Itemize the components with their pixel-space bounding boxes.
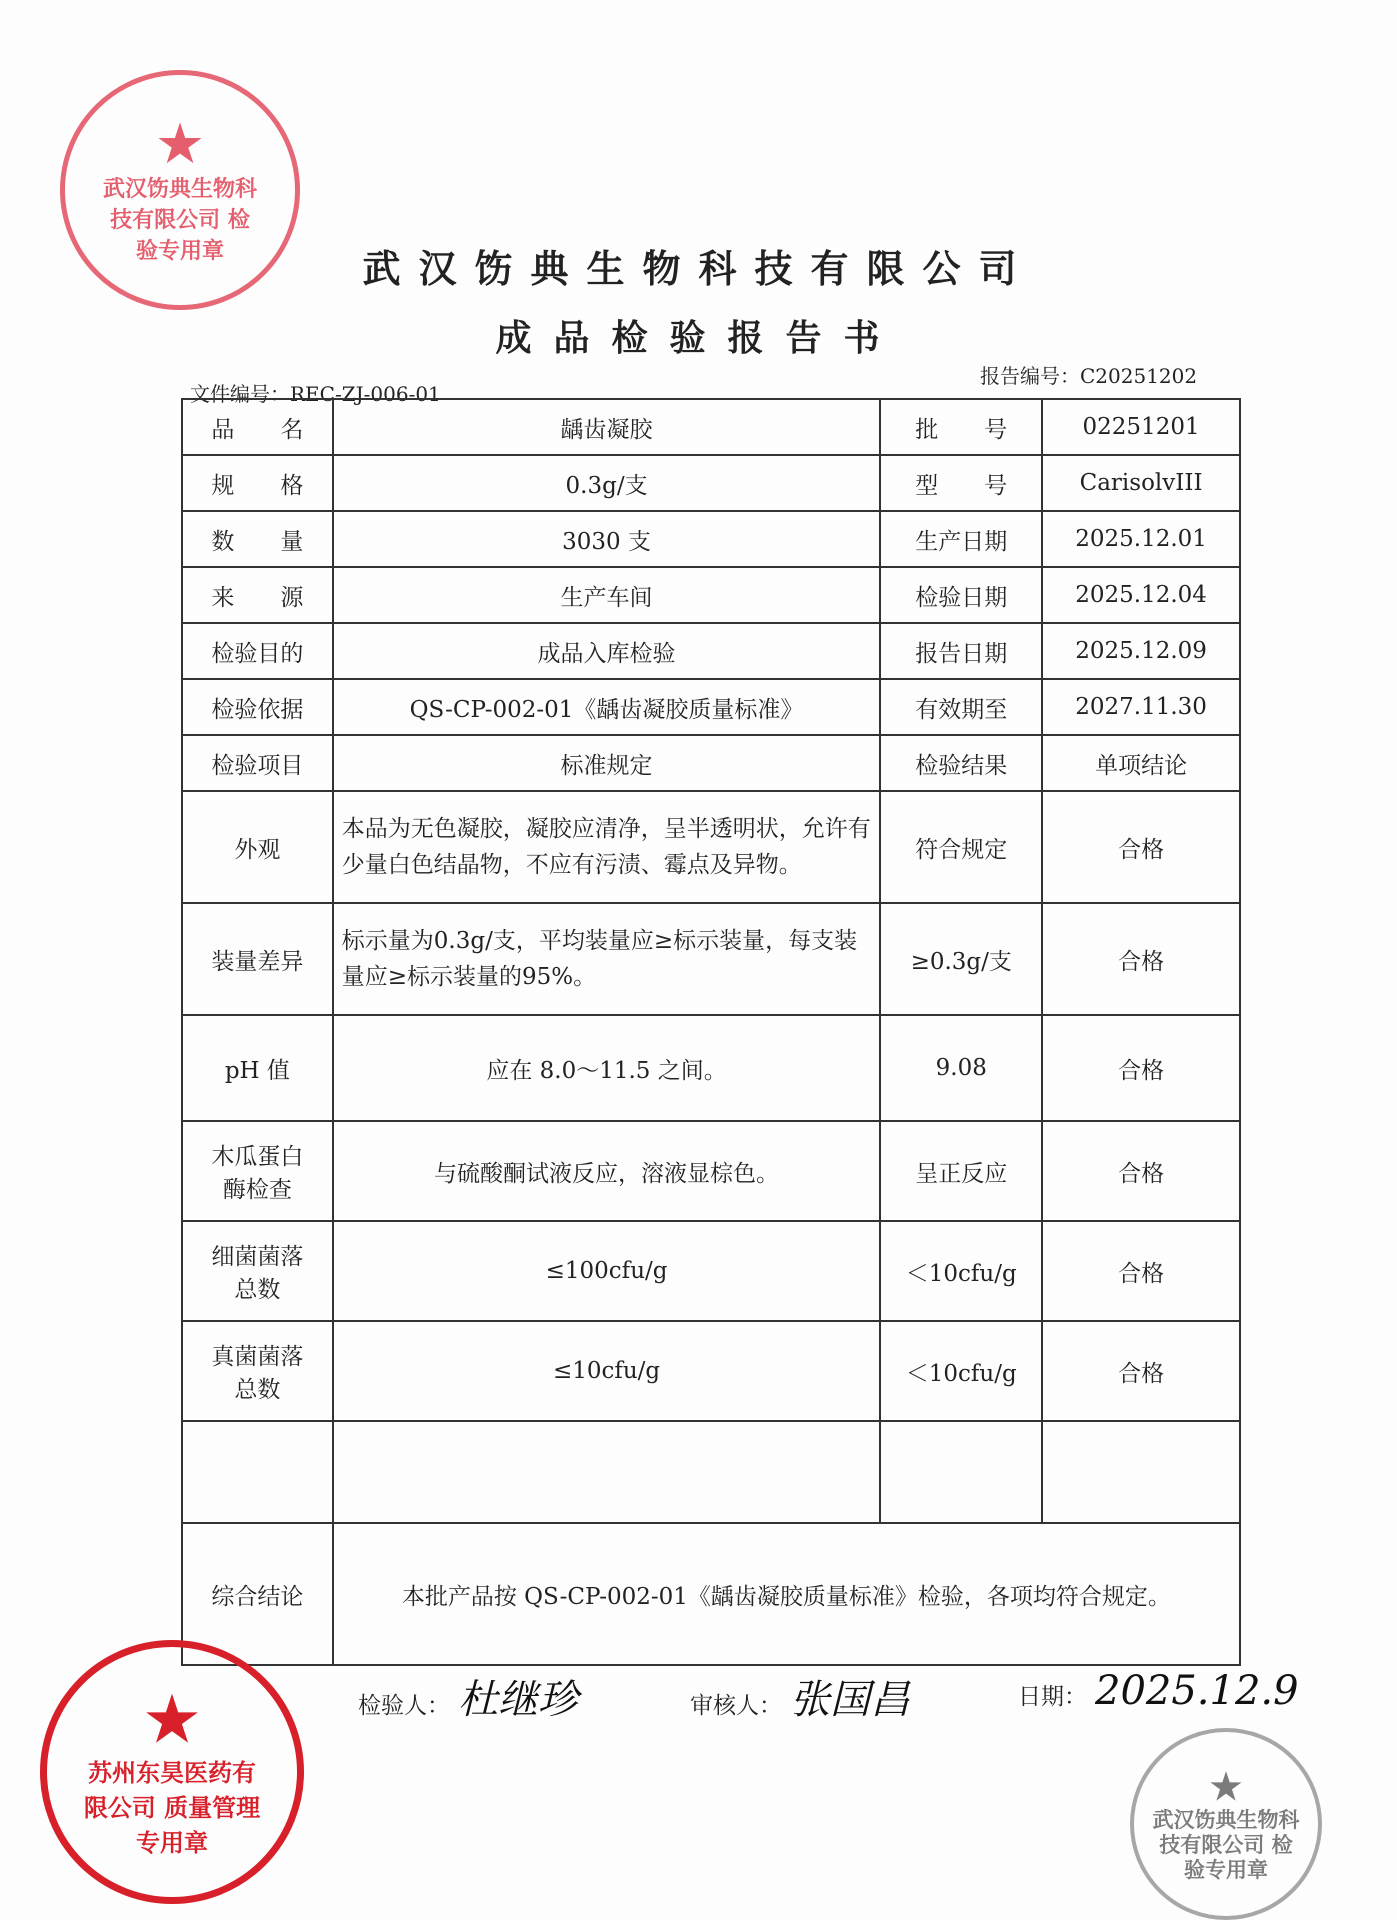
item-verdict: 合格 xyxy=(1042,1321,1240,1421)
table-row xyxy=(182,1321,1240,1421)
field-label: 检验依据 xyxy=(182,679,333,735)
date-handwriting: 2025.12.9 xyxy=(1095,1668,1299,1714)
items-header-row xyxy=(182,735,1240,791)
field-label: 有效期至 xyxy=(880,679,1042,735)
empty-cell xyxy=(333,1421,881,1523)
stamp-text: 武汉饬典生物科技有限公司 检验专用章 xyxy=(1152,1806,1300,1882)
reviewer-signature xyxy=(690,1668,910,1725)
conclusion-text: 本批产品按 QS-CP-002-01《龋齿凝胶质量标准》检验，各项均符合规定。 xyxy=(333,1523,1240,1665)
table-row xyxy=(182,791,1240,903)
item-name: 外观 xyxy=(182,791,333,903)
column-header: 检验结果 xyxy=(880,735,1042,791)
star-icon: ★ xyxy=(145,1684,199,1755)
conclusion-label: 综合结论 xyxy=(182,1523,333,1665)
report-table xyxy=(181,398,1241,1666)
column-header: 标准规定 xyxy=(333,735,881,791)
table-row xyxy=(182,1015,1240,1121)
field-label: 检验日期 xyxy=(880,567,1042,623)
item-verdict: 合格 xyxy=(1042,903,1240,1015)
company-name: 武汉饬典生物科技有限公司 xyxy=(362,247,1035,291)
field-value: 0.3g/支 xyxy=(333,455,881,511)
item-standard: 本品为无色凝胶，凝胶应清净，呈半透明状，允许有少量白色结晶物，不应有污渍、霉点及异物。 xyxy=(333,791,881,903)
field-label: 规 格 xyxy=(182,455,333,511)
info-row xyxy=(182,455,1240,511)
item-result: 9.08 xyxy=(880,1015,1042,1121)
field-value: 生产车间 xyxy=(333,567,881,623)
field-label: 生产日期 xyxy=(880,511,1042,567)
info-row xyxy=(182,679,1240,735)
reviewer-label: 审核人： xyxy=(690,1693,782,1719)
item-standard: 与硫酸酮试液反应，溶液显棕色。 xyxy=(333,1121,881,1221)
document-number: 文件编号：REC-ZJ-006-01 xyxy=(190,382,441,406)
item-verdict: 合格 xyxy=(1042,1121,1240,1221)
field-value: 龋齿凝胶 xyxy=(333,399,881,455)
table-row xyxy=(182,1121,1240,1221)
field-label: 品 名 xyxy=(182,399,333,455)
item-name: 装量差异 xyxy=(182,903,333,1015)
inspector-label: 检验人： xyxy=(358,1693,450,1719)
item-result: 符合规定 xyxy=(880,791,1042,903)
report-number: 报告编号：C20251202 xyxy=(980,364,1198,388)
table-row xyxy=(182,903,1240,1015)
report-title: 成品检验报告书 xyxy=(495,318,902,359)
field-label: 检验目的 xyxy=(182,623,333,679)
item-verdict: 合格 xyxy=(1042,1015,1240,1121)
table-row xyxy=(182,1221,1240,1321)
item-verdict: 合格 xyxy=(1042,791,1240,903)
empty-cell xyxy=(1042,1421,1240,1523)
empty-row xyxy=(182,1421,1240,1523)
item-result: ＜10cfu/g xyxy=(880,1321,1042,1421)
field-value: CarisolvIII xyxy=(1042,455,1240,511)
item-name: 细菌菌落总数 xyxy=(182,1221,333,1321)
item-result: 呈正反应 xyxy=(880,1121,1042,1221)
reviewer-handwriting: 张国昌 xyxy=(790,1677,910,1723)
stamp-text: 武汉饬典生物科技有限公司 检验专用章 xyxy=(102,175,257,264)
field-label: 报告日期 xyxy=(880,623,1042,679)
date-label: 日期： xyxy=(1018,1684,1087,1710)
info-row xyxy=(182,511,1240,567)
field-value: 成品入库检验 xyxy=(333,623,881,679)
field-value: 2025.12.09 xyxy=(1042,623,1240,679)
field-value: 2025.12.01 xyxy=(1042,511,1240,567)
item-name: 木瓜蛋白酶检查 xyxy=(182,1121,333,1221)
stamp-text: 苏州东昊医药有限公司 质量管理专用章 xyxy=(83,1757,261,1857)
date-signature xyxy=(1018,1668,1299,1714)
star-icon: ★ xyxy=(157,113,203,173)
item-standard: 标示量为0.3g/支，平均装量应≥标示装量，每支装量应≥标示装量的95%。 xyxy=(333,903,881,1015)
item-result: ≥0.3g/支 xyxy=(880,903,1042,1015)
column-header: 单项结论 xyxy=(1042,735,1240,791)
inspector-signature xyxy=(358,1668,578,1725)
field-label: 批 号 xyxy=(880,399,1042,455)
info-row xyxy=(182,623,1240,679)
red-quality-stamp xyxy=(40,1640,304,1904)
field-value: 02251201 xyxy=(1042,399,1240,455)
inspector-handwriting: 杜继珍 xyxy=(458,1677,578,1723)
item-standard: ≤100cfu/g xyxy=(333,1221,881,1321)
gray-company-stamp xyxy=(1130,1728,1322,1920)
item-standard: ≤10cfu/g xyxy=(333,1321,881,1421)
item-result: ＜10cfu/g xyxy=(880,1221,1042,1321)
item-name: pH 值 xyxy=(182,1015,333,1121)
field-label: 数 量 xyxy=(182,511,333,567)
field-value: 3030 支 xyxy=(333,511,881,567)
info-row xyxy=(182,567,1240,623)
item-standard: 应在 8.0～11.5 之间。 xyxy=(333,1015,881,1121)
item-name: 真菌菌落总数 xyxy=(182,1321,333,1421)
conclusion-row xyxy=(182,1523,1240,1665)
star-icon: ★ xyxy=(1209,1765,1243,1808)
column-header: 检验项目 xyxy=(182,735,333,791)
field-value: 2027.11.30 xyxy=(1042,679,1240,735)
field-value: QS-CP-002-01《龋齿凝胶质量标准》 xyxy=(333,679,881,735)
field-label: 来 源 xyxy=(182,567,333,623)
field-label: 型 号 xyxy=(880,455,1042,511)
empty-cell xyxy=(182,1421,333,1523)
field-value: 2025.12.04 xyxy=(1042,567,1240,623)
info-row xyxy=(182,399,1240,455)
item-verdict: 合格 xyxy=(1042,1221,1240,1321)
empty-cell xyxy=(880,1421,1042,1523)
